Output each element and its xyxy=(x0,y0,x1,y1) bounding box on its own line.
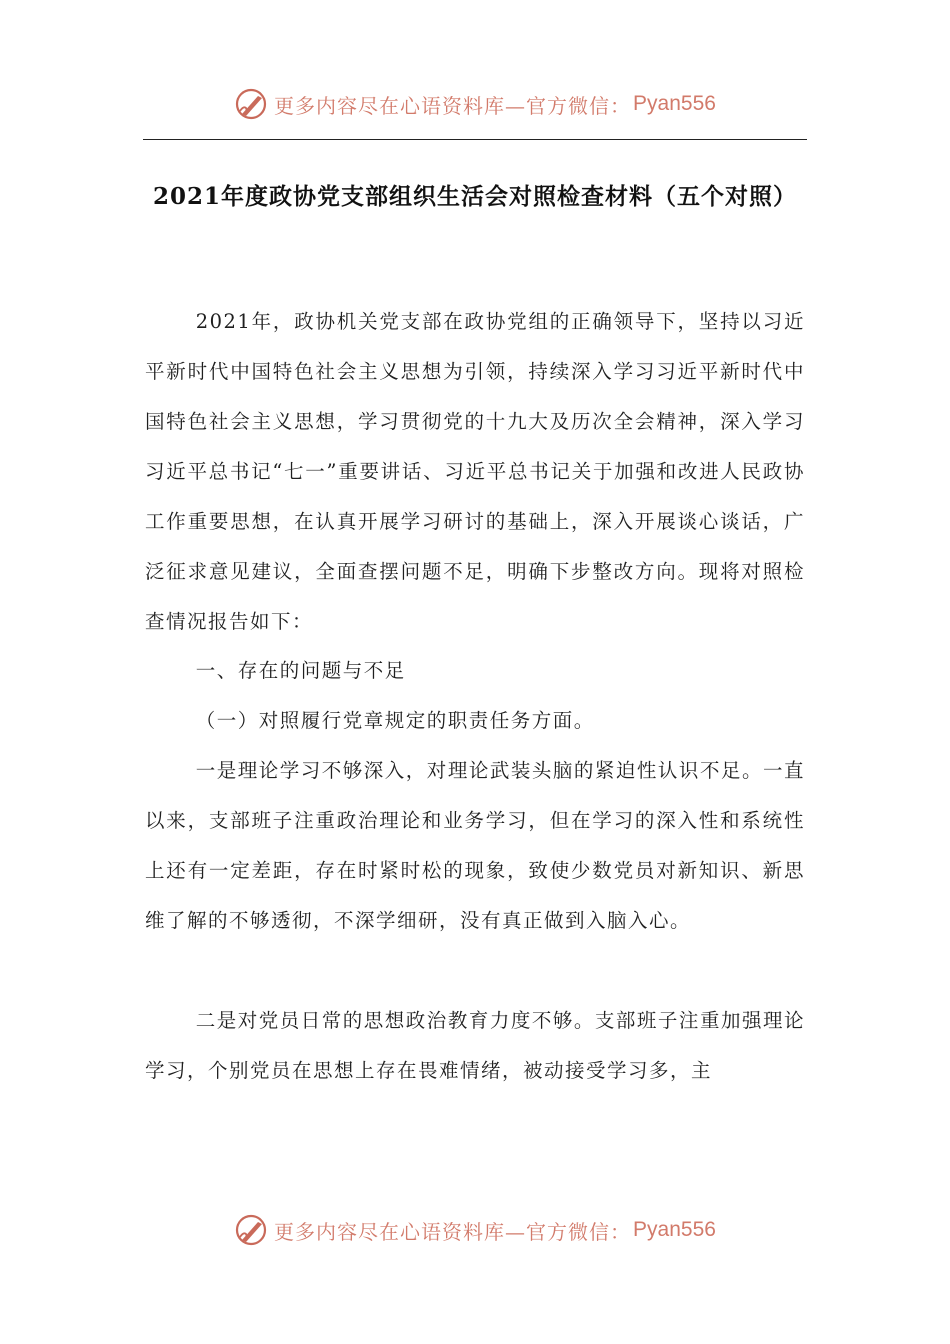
footer-watermark xyxy=(0,1210,950,1250)
footer-watermark-id: Pyan556 xyxy=(633,1218,716,1241)
pen-logo-icon xyxy=(234,87,268,121)
subsection-heading-text: （一）对照履行党章规定的职责任务方面。 xyxy=(195,709,595,732)
paragraph-text: 二是对党员日常的思想政治教育力度不够。支部班子注重加强理论学习，个别党员在思想上存在畏难情绪，被动接受学习多，主 xyxy=(145,1009,805,1082)
footer-watermark-text: 更多内容尽在心语资料库—官方微信： xyxy=(274,1219,632,1244)
document-title: 2021年度政协党支部组织生活会对照检查材料（五个对照） xyxy=(152,183,797,210)
paragraph-text: 2021年，政协机关党支部在政协党组的正确领导下，坚持以习近平新时代中国特色社会主义思想为引领，持续深入学习习近平新时代中国特色社会主义思想，学习贯彻党的十九大及历次全会精神，深入学习习近平总书记“七一”重要讲话、习近平总书记关于加强和改进人民政协工作重要思想，在认真开展学习研讨的基础上，深入开展谈心谈话，广泛征求意见建议，全面查摆问题不足，明确下步整改方向。现将对照检查情况报告如下： xyxy=(145,310,805,633)
paragraph-point-two xyxy=(145,996,805,1096)
paragraph-point-one xyxy=(145,746,805,946)
paragraph-intro xyxy=(145,297,805,647)
section-heading-text: 一、存在的问题与不足 xyxy=(195,659,406,682)
header-divider xyxy=(143,139,807,140)
pen-logo-icon xyxy=(234,1213,268,1247)
header-watermark xyxy=(0,84,950,124)
paragraph-text: 一是理论学习不够深入，对理论武装头脑的紧迫性认识不足。一直以来，支部班子注重政治理论和业务学习，但在学习的深入性和系统性上还有一定差距，存在时紧时松的现象，致使少数党员对新知识、新思维了解的不够透彻，不深学细研，没有真正做到入脑入心。 xyxy=(145,759,805,932)
header-watermark-id: Pyan556 xyxy=(633,92,716,115)
header-watermark-text: 更多内容尽在心语资料库—官方微信： xyxy=(274,93,632,118)
subsection-heading xyxy=(145,696,805,746)
section-heading xyxy=(145,646,805,696)
